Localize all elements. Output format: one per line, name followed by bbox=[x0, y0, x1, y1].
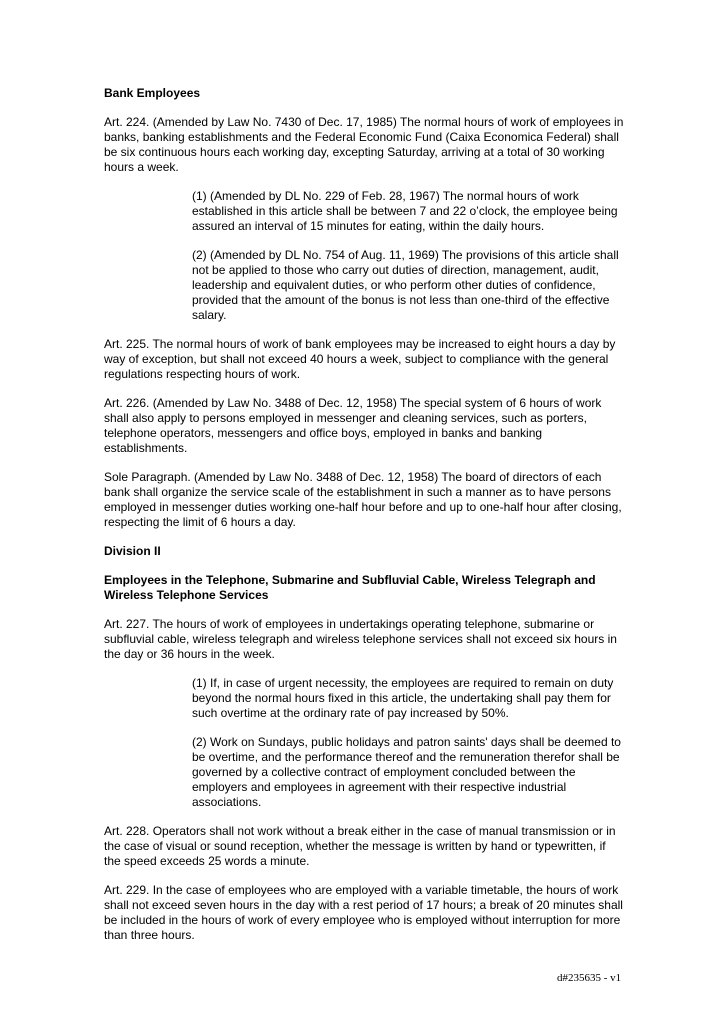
section-heading-telephone-services: Employees in the Telephone, Submarine and Subfluvial Cable, Wireless Telegraph and Wireless Telephone Services bbox=[104, 573, 596, 602]
article-224-paragraph-2: (2) (Amended by DL No. 754 of Aug. 11, 1969) The provisions of this article shall not be applied to those who carry out duties of direction, management, audit, leadership and equivalent duties, or who perform other duties of confidence, provided that the amount of the bonus is not less than one-third of the effective salary. bbox=[192, 248, 619, 322]
section-heading-bank-employees: Bank Employees bbox=[104, 86, 201, 100]
article-227-paragraph-1: (1) If, in case of urgent necessity, the employees are required to remain on duty beyond the normal hours fixed in this article, the undertaking shall pay them for such overtime at the ordinary rate of pay increased by 50%. bbox=[192, 676, 614, 720]
article-228: Art. 228. Operators shall not work without a break either in the case of manual transmission or in the case of visual or sound reception, whether the message is written by hand or typewritten, if the speed exceeds 25 words a minute. bbox=[104, 824, 616, 868]
article-226: Art. 226. (Amended by Law No. 3488 of Dec. 12, 1958) The special system of 6 hours of work shall also apply to persons employed in messenger and cleaning services, such as porters, telephone operators, messengers and office boys, employed in banks and banking establishments. bbox=[104, 396, 602, 455]
article-225: Art. 225. The normal hours of work of bank employees may be increased to eight hours a day by way of exception, but shall not exceed 40 hours a week, subject to compliance with the general regulations respecting hours of work. bbox=[104, 337, 616, 381]
article-227: Art. 227. The hours of work of employees in undertakings operating telephone, submarine or subfluvial cable, wireless telegraph and wireless telephone services shall not exceed six hours in the day or 36 hours in the week. bbox=[104, 617, 617, 661]
article-229: Art. 229. In the case of employees who are employed with a variable timetable, the hours of work shall not exceed seven hours in the day with a rest period of 17 hours; a break of 20 minutes shall be included in the hours of work of every employee who is employed without interruption for more than three hours. bbox=[104, 883, 623, 942]
document-id-footer: d#235635 - v1 bbox=[557, 972, 622, 984]
article-226-sole-paragraph: Sole Paragraph. (Amended by Law No. 3488 of Dec. 12, 1958) The board of directors of each bank shall organize the service scale of the establishment in such a manner as to have persons employed in messenger duties working one-half hour before and up to one-half hour after closing, respecting the limit of 6 hours a day. bbox=[104, 470, 622, 529]
article-227-paragraph-2: (2) Work on Sundays, public holidays and patron saints' days shall be deemed to be overtime, and the performance thereof and the remuneration therefor shall be governed by a collective contract of employment concluded between the employers and employees in agreement with their respective industrial associations. bbox=[192, 735, 621, 809]
document-body bbox=[104, 86, 624, 943]
division-heading: Division II bbox=[104, 544, 161, 558]
article-224-paragraph-1: (1) (Amended by DL No. 229 of Feb. 28, 1967) The normal hours of work established in this article shall be between 7 and 22 o’clock, the employee being assured an interval of 15 minutes for eating, within the daily hours. bbox=[192, 189, 618, 233]
article-224: Art. 224. (Amended by Law No. 7430 of Dec. 17, 1985) The normal hours of work of employees in banks, banking establishments and the Federal Economic Fund (Caixa Economica Federal) shall be six continuous hours each working day, excepting Saturday, arriving at a total of 30 working hours a week. bbox=[104, 115, 624, 174]
